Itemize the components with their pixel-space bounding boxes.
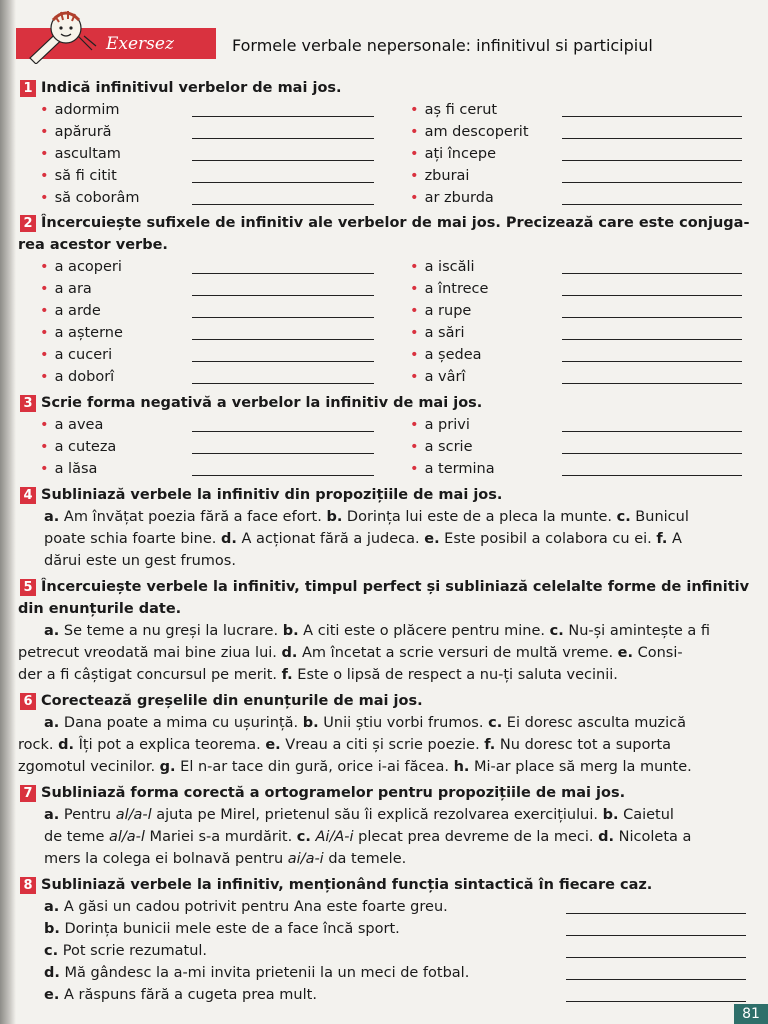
answer-blank[interactable] xyxy=(562,182,742,183)
exercise-3-number: 3 xyxy=(20,395,36,412)
answer-blank[interactable] xyxy=(192,138,374,139)
exercise-2-instruction-cont: rea acestor verbe. xyxy=(18,237,168,253)
ex2-left-item-2: • a ara xyxy=(40,281,92,297)
answer-blank[interactable] xyxy=(192,273,374,274)
exercise-7-number: 7 xyxy=(20,785,36,802)
answer-blank[interactable] xyxy=(562,453,742,454)
exercise-4-text-line-1: a. Am învățat poezia fără a face efort. b. Dorința lui este de a pleca la munte. c. Bunicul xyxy=(44,509,689,525)
exercise-7-text-line-2: de teme al/a-l Mariei s-a murdărit. c. Ai/A-i plecat prea devreme de la meci. d. Nicoleta a xyxy=(44,829,692,845)
exercise-4-instruction: Subliniază verbele la infinitiv din propozițiile de mai jos. xyxy=(41,487,503,503)
exercise-3-heading xyxy=(20,394,482,412)
ex1-left-item-1: • adormim xyxy=(40,102,120,118)
exercise-7-text-line-3: mers la colega ei bolnavă pentru ai/a-i da temele. xyxy=(44,851,407,867)
answer-blank[interactable] xyxy=(562,160,742,161)
exercise-7-heading xyxy=(20,784,625,802)
answer-blank[interactable] xyxy=(192,383,374,384)
exercise-8-item-c: c. Pot scrie rezumatul. xyxy=(44,943,208,959)
ex2-left-item-3: • a arde xyxy=(40,303,101,319)
exercise-2-heading xyxy=(20,214,749,232)
answer-blank[interactable] xyxy=(192,431,374,432)
answer-blank[interactable] xyxy=(192,160,374,161)
answer-blank[interactable] xyxy=(192,182,374,183)
exercise-2-instruction: Încercuiește sufixele de infinitiv ale verbelor de mai jos. Precizează care este conjuga- xyxy=(41,215,750,231)
ex2-right-item-5: • a ședea xyxy=(410,347,482,363)
exercise-8-number: 8 xyxy=(20,877,36,894)
exercise-5-instruction: Încercuiește verbele la infinitiv, timpul perfect și subliniază celelalte forme de infinitiv xyxy=(41,579,750,595)
exercise-6-heading xyxy=(20,692,423,710)
exercise-4-text-line-3: dărui este un gest frumos. xyxy=(44,553,236,569)
ex3-right-item-3: • a termina xyxy=(410,461,495,477)
answer-blank[interactable] xyxy=(192,453,374,454)
exercise-6-text-line-1: a. Dana poate a mima cu ușurință. b. Unii știu vorbi frumos. c. Ei doresc asculta muzică xyxy=(44,715,687,731)
exercise-5-number: 5 xyxy=(20,579,36,596)
ex2-left-item-1: • a acoperi xyxy=(40,259,122,275)
exercise-5-text-line-1: a. Se teme a nu greși la lucrare. b. A citi este o plăcere pentru mine. c. Nu-și amintește a fi xyxy=(44,623,711,639)
answer-blank[interactable] xyxy=(566,957,746,958)
answer-blank[interactable] xyxy=(192,339,374,340)
answer-blank[interactable] xyxy=(562,138,742,139)
answer-blank[interactable] xyxy=(192,475,374,476)
answer-blank[interactable] xyxy=(562,339,742,340)
ex1-left-item-3: • ascultam xyxy=(40,146,121,162)
answer-blank[interactable] xyxy=(192,116,374,117)
exercise-1-heading xyxy=(20,79,342,97)
ex2-left-item-5: • a cuceri xyxy=(40,347,113,363)
exercise-4-heading xyxy=(20,486,502,504)
ex2-right-item-6: • a vârî xyxy=(410,369,466,385)
exercise-8-item-e: e. A răspuns fără a cugeta prea mult. xyxy=(44,987,317,1003)
answer-blank[interactable] xyxy=(566,979,746,980)
exercise-3-instruction: Scrie forma negativă a verbelor la infinitiv de mai jos. xyxy=(41,395,483,411)
ex3-right-item-2: • a scrie xyxy=(410,439,473,455)
answer-blank[interactable] xyxy=(562,273,742,274)
ex3-left-item-3: • a lăsa xyxy=(40,461,98,477)
exercise-4-number: 4 xyxy=(20,487,36,504)
exercise-6-text-line-2: rock. d. Îți pot a explica teorema. e. Vreau a citi și scrie poezie. f. Nu doresc tot a suporta xyxy=(18,737,672,753)
ex1-right-item-4: • zburai xyxy=(410,168,470,184)
answer-blank[interactable] xyxy=(562,431,742,432)
exercise-6-text-line-3: zgomotul vecinilor. g. El n-ar tace din gură, orice i-ai făcea. h. Mi-ar place să merg la munte. xyxy=(18,759,692,775)
exercise-5-text-line-2: petrecut vreodată mai bine ziua lui. d. Am încetat a scrie versuri de multă vreme. e. Consi- xyxy=(18,645,683,661)
ex3-left-item-2: • a cuteza xyxy=(40,439,117,455)
ex2-right-item-4: • a sări xyxy=(410,325,465,341)
exercise-6-number: 6 xyxy=(20,693,36,710)
page-number: 81 xyxy=(734,1004,768,1024)
ex1-left-item-4: • să fi citit xyxy=(40,168,117,184)
ex2-right-item-3: • a rupe xyxy=(410,303,472,319)
answer-blank[interactable] xyxy=(562,475,742,476)
answer-blank[interactable] xyxy=(192,361,374,362)
answer-blank[interactable] xyxy=(566,1001,746,1002)
ex3-left-item-1: • a avea xyxy=(40,417,104,433)
book-spine-shadow xyxy=(0,0,16,1024)
exercise-8-instruction: Subliniază verbele la infinitiv, menționând funcția sintactică în fiecare caz. xyxy=(41,877,653,893)
answer-blank[interactable] xyxy=(192,204,374,205)
exercise-6-instruction: Corectează greșelile din enunțurile de mai jos. xyxy=(41,693,423,709)
exercise-8-heading xyxy=(20,876,652,894)
exercise-5-instruction-cont: din enunțurile date. xyxy=(18,601,182,617)
answer-blank[interactable] xyxy=(562,295,742,296)
ex1-right-item-3: • ați începe xyxy=(410,146,497,162)
exercise-badge-label: Exersez xyxy=(106,34,174,54)
page-title: Formele verbale nepersonale: infinitivul si participiul xyxy=(232,36,653,55)
ex1-right-item-5: • ar zburda xyxy=(410,190,494,206)
answer-blank[interactable] xyxy=(562,383,742,384)
ex2-left-item-6: • a doborî xyxy=(40,369,115,385)
ex2-right-item-2: • a întrece xyxy=(410,281,489,297)
exercise-1-number: 1 xyxy=(20,80,36,97)
answer-blank[interactable] xyxy=(566,935,746,936)
answer-blank[interactable] xyxy=(566,913,746,914)
exercise-7-instruction: Subliniază forma corectă a ortogramelor pentru propozițiile de mai jos. xyxy=(41,785,626,801)
exercise-8-item-d: d. Mă gândesc la a-mi invita prietenii la un meci de fotbal. xyxy=(44,965,470,981)
answer-blank[interactable] xyxy=(562,116,742,117)
exercise-4-text-line-2: poate schia foarte bine. d. A acționat fără a judeca. e. Este posibil a colabora cu ei. f. A xyxy=(44,531,682,547)
exercise-5-text-line-3: der a fi câștigat concursul pe merit. f. Este o lipsă de respect a nu-ți saluta vecinii. xyxy=(18,667,618,683)
exercise-8-item-a: a. A găsi un cadou potrivit pentru Ana este foarte greu. xyxy=(44,899,448,915)
exercise-1-instruction: Indică infinitivul verbelor de mai jos. xyxy=(41,80,342,96)
answer-blank[interactable] xyxy=(562,204,742,205)
ex1-right-item-1: • aș fi cerut xyxy=(410,102,498,118)
exercise-2-number: 2 xyxy=(20,215,36,232)
ex3-right-item-1: • a privi xyxy=(410,417,470,433)
exercise-5-heading xyxy=(20,578,749,596)
answer-blank[interactable] xyxy=(192,295,374,296)
ex1-left-item-2: • apărură xyxy=(40,124,112,140)
ex2-right-item-1: • a iscăli xyxy=(410,259,475,275)
ex1-left-item-5: • să coborâm xyxy=(40,190,140,206)
ex2-left-item-4: • a așterne xyxy=(40,325,123,341)
answer-blank[interactable] xyxy=(192,317,374,318)
exercise-7-text-line-1: a. Pentru al/a-l ajuta pe Mirel, prietenul său îi explică rezolvarea exercițiului. b. Caietul xyxy=(44,807,674,823)
ex1-right-item-2: • am descoperit xyxy=(410,124,529,140)
answer-blank[interactable] xyxy=(562,361,742,362)
exercise-8-item-b: b. Dorința bunicii mele este de a face încă sport. xyxy=(44,921,400,937)
pencil-mascot-icon xyxy=(26,6,98,64)
answer-blank[interactable] xyxy=(562,317,742,318)
